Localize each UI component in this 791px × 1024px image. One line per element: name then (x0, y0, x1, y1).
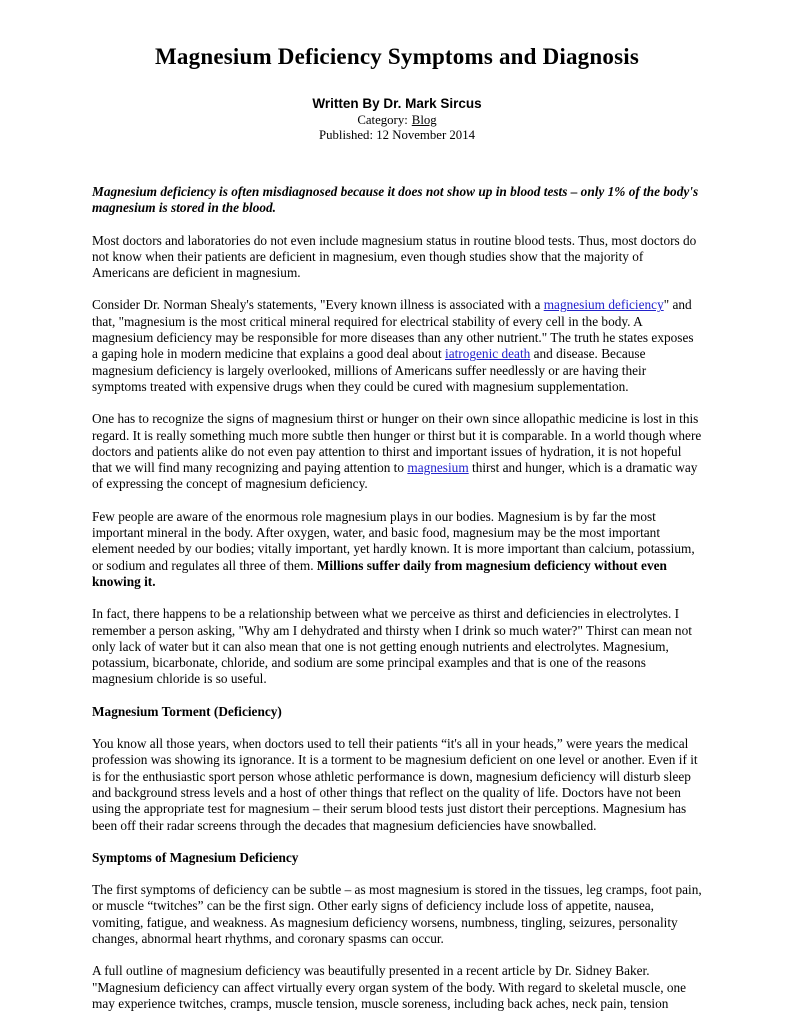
text-segment: You know all those years, when doctors used to tell their patients “it's all in your heads,” were years the medical profession was showing its ignorance. It is a torment to be magnesium deficient on one level or another. Even if it is for the enthusiastic sport person whose athletic performance is down, magnesium deficiency will disturb sleep and background stress levels and a host of other things that reflect on the quality of life. Doctors have not been using the appropriate test for magnesium – their serum blood tests just distort their perceptions. Magnesium has been off their radar screens through the decades that magnesium deficiencies have snowballed. (92, 736, 698, 833)
text-segment: A full outline of magnesium deficiency was beautifully presented in a recent article by Dr. Sidney Baker. "Magnesium deficiency can affect virtually every organ system of the body. With regard to skeletal muscle, one may experience twitches, cramps, muscle tension, muscle soreness, including back aches, neck pain, tension (92, 963, 687, 1011)
text-segment: The first symptoms of deficiency can be subtle – as most magnesium is stored in the tissues, leg cramps, foot pain, or muscle “twitches” can be the first sign. Other early signs of deficiency include loss of appetite, nausea, vomiting, fatigue, and weakness. As magnesium deficiency worsens, numbness, tingling, seizures, personality changes, abnormal heart rhythms, and coronary spasms can occur. (92, 882, 702, 946)
text-segment: Magnesium Torment (Deficiency) (92, 703, 282, 719)
section-heading (92, 850, 702, 866)
page-title: Magnesium Deficiency Symptoms and Diagnosis (155, 44, 639, 69)
article-body (92, 184, 702, 1012)
category-label: Category: (357, 113, 408, 127)
lead-paragraph (92, 184, 702, 217)
text-segment: Few people are aware of the enormous role magnesium plays in our bodies. Magnesium is by far the most important mineral in the body. After oxygen, water, and basic food, magnesium may be the most important element needed by our bodies; vitally important, yet hardly known. It is more important than calcium, potassium, or sodium and regulates all three of them. (92, 508, 695, 573)
paragraph (92, 882, 702, 947)
paragraph (92, 606, 702, 687)
text-segment: Millions suffer daily from magnesium deficiency without even knowing it. (92, 557, 667, 589)
paragraph (92, 411, 702, 492)
category-link[interactable]: Blog (411, 113, 437, 127)
paragraph (92, 736, 702, 834)
paragraph (92, 297, 702, 395)
text-segment: One has to recognize the signs of magnesium thirst or hunger on their own since allopathic medicine is lost in this regard. It is really something much more subtle then hunger or thirst but it is comparable. In a world though where doctors and patients alike do not even pay attention to thirst and important issues of hydration, it is not hopeful that we will find many recognizing and paying attention to (92, 411, 702, 476)
inline-link[interactable]: magnesium (407, 460, 469, 476)
inline-link[interactable]: magnesium deficiency (543, 297, 664, 313)
text-segment: Magnesium deficiency is often misdiagnosed because it does not show up in blood tests – only 1% of the body's magnesium is stored in the blood. (92, 184, 699, 216)
text-segment: " and that, "magnesium is the most critical mineral required for electrical stability of every cell in the body. A magnesium deficiency may be responsible for more diseases than any other nutrient." The truth he states exposes a gaping hole in modern medicine that explains a good deal about (92, 297, 694, 362)
text-segment: and disease. Because magnesium deficiency is largely overlooked, millions of Americans suffer needlessly or are having their symptoms treated with expensive drugs when they could be cured with magnesium supplementation. (92, 346, 647, 394)
text-segment: Consider Dr. Norman Shealy's statements, "Every known illness is associated with a (92, 297, 544, 313)
text-segment: In fact, there happens to be a relationship between what we perceive as thirst and deficiencies in electrolytes. I remember a person asking, "Why am I dehydrated and thirsty when I drink so much water?" Thirst can mean not only lack of water but it can also mean that one is not getting enough nutrients and electrolytes. Magnesium, potassium, bicarbonate, chloride, and sodium are some principal examples and that is one of the reasons magnesium chloride is so useful. (92, 606, 692, 687)
text-segment: thirst and hunger, which is a dramatic way of expressing the concept of magnesium deficiency. (92, 460, 698, 492)
paragraph (92, 233, 702, 282)
paragraph (92, 963, 702, 1012)
text-segment: Symptoms of Magnesium Deficiency (92, 849, 299, 865)
category-line (92, 113, 702, 128)
text-segment: Most doctors and laboratories do not even include magnesium status in routine blood tests. Thus, most doctors do not know when their patients are deficient in magnesium, even though studies show that the majority of Americans are deficient in magnesium. (92, 232, 697, 281)
byline: Written By Dr. Mark Sircus (312, 96, 482, 111)
paragraph (92, 509, 702, 590)
section-heading (92, 704, 702, 720)
published-line: Published: 12 November 2014 (318, 128, 476, 142)
inline-link[interactable]: iatrogenic death (445, 346, 531, 362)
